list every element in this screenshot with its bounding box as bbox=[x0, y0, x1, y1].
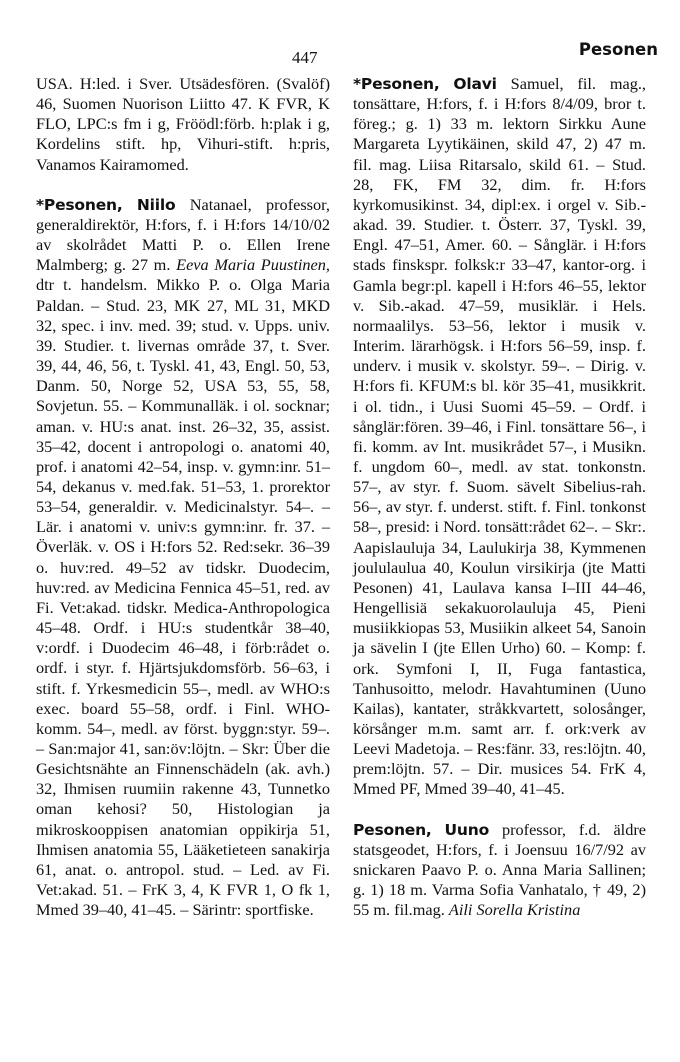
entry-text: dtr t. handelsm. Mikko P. o. Olga Maria Paldan. – Stud. 23, MK 27, ML 31, MKD 32, spec. i inv. med. 39; stud. v. Upps. univ. 39. Studier. t. livernas område 37, t. Sver. 39, 44, 46, 56, t. Tyskl. 41, 43, Engl. 50, 53, Danm. 50, Norge 52, USA 53, 55, 58, Sovjetun. 55. – Kommunalläk. i ol. socknar; aman. v. HU:s anat. inst. 26–32, 35, assist. 35–42, docent i antropologi o. anatomi 40, prof. i anatomi 42–54, insp. v. gymn:inr. 51–54, dekanus v. med.fak. 51–53, 1. prorektor 53–54, generaldir. v. Medicinalstyr. 54–. – Lär. i anatomi v. univ:s gymn:inr. fr. 37. – Överläk. v. OS i H:fors 52. Red:sekr. 36–39 o. huv:red. 49–52 av tidskr. Duodecim, huv:red. av Medicina Fennica 45–51, red. av Fi. Vet:akad. tidskr. Medica-Anthropologica 45–48. Ordf. i HU:s studentkår 38–40, v:ordf. i Duodecim 46–48, i förb:rådet o. ordf. i styr. f. Hjärtsjukdomsförb. 56–63, i stift. f. Yrkesmedicin 55–, medl. av WHO:s exec. board 55–58, ordf. i Finl. WHO-komm. 54–, medl. av först. byggn:styr. 59–. – San:major 41, san:öv:löjtn. – Skr: Über die Gesichtsnähte an Finnenschädeln (ak. avh.) 32, Ihmisen ruumiin rakenne 43, Tunnetko oman kehosi? 50, Histologian ja mikroskooppisen anatomian oppikirja 51, Ihmisen anatomia 55, Lääketieteen sanakirja 61, anat. o. antropol. stud. – Led. av Fi. Vet:akad. 51. – FrK 3, 4, K FVR 1, O fk 1, Mmed 39–40, 41–45. – Särintr: sportfiske. bbox=[36, 275, 330, 920]
entry-first-name: Uuno bbox=[444, 820, 490, 839]
entry-first-name: Niilo bbox=[136, 195, 176, 214]
spouse-name: Aili Sorella Kristina bbox=[448, 900, 581, 920]
entry-continuation bbox=[36, 74, 330, 175]
entry-text: Samuel, fil. mag., tonsättare, H:fors, f. i H:fors 8/4/09, bror t. föreg.; g. 1) 33 m. lektorn Sirkku Aune Margareta Lyytikäinen, skild 47, 2) 47 m. fil. mag. Liisa Ritarsalo, skild 61. – Stud. 28, FK, FM 32, dim. fr. H:fors kyrkomusikinst. 34, dipl:ex. i orgel v. Sib.-akad. 39. Studier. t. Österr. 37, Tyskl. 39, Engl. 47–51, Amer. 60. – Sånglär. i H:fors stads finskspr. folksk:r 33–47, kantor-org. i Gamla begr:pl. kapell i H:fors 46–55, lektor v. Sib.-akad. 47–59, musiklär. i Hels. normaalilys. 53–56, lektor i musik v. Interim. lärarhögsk. i H:fors 56–59, insp. f. underv. i musik v. skolstyr. 59–. – Dirig. v. H:fors fi. KFUM:s bl. kör 35–41, musikkrit. i ol. tidn., i Uusi Suomi 45–59. – Ordf. i sånglär:fören. 39–46, i Finl. tonsättare 56–, i fi. komm. av Int. musikrådet 57–, i Musikn. f. ungdom 60–, medl. av stat. tonkonstn. 57–, av styr. f. Suom. sävelt Sibelius-rah. 56–, av styr. f. underst. stift. f. Finl. tonkonst 58–, presid: i Nord. tonsätt:rådet 62–. – Skr:. Aapislauluja 34, Laulukirja 38, Kymmenen joululaulua 40, Koulun virsikirja (jte Matti Pesonen) 41, Laulava kansa I–III 44–46, Hengellisiä sekakuorolauluja 45, Pieni musiikkiopas 53, Musiikin alkeet 54, Sanoin ja sävelin I (jte Ellen Urho) 60. – Komp: f. ork. Symfoni I, II, Fuga fantastica, Tanhusoitto, melodr. Havahtuminen (Uuno Kailas), kantater, stråkkvartett, solosånger, körsånger m.m. samt arr. f. ork:verk av Leevi Madetoja. – Res:fänr. 33, res:löjtn. 40, prem:löjtn. 57. – Dir. musices 54. FrK 4, Mmed PF, Mmed 39–40, 41–45. bbox=[353, 74, 646, 799]
spouse-name: Eeva Maria Puustinen, bbox=[176, 255, 330, 275]
entry-marker: * bbox=[353, 75, 361, 93]
entry-surname: Pesonen, bbox=[43, 195, 123, 214]
entry-surname: Pesonen, bbox=[353, 820, 432, 839]
entry-pesonen-niilo bbox=[36, 195, 330, 921]
left-column bbox=[36, 74, 330, 940]
page-number: 447 bbox=[292, 48, 318, 67]
entry-marker: * bbox=[36, 195, 44, 214]
right-column bbox=[353, 74, 646, 940]
running-head: Pesonen bbox=[578, 40, 658, 59]
entry-pesonen-olavi bbox=[353, 74, 646, 800]
entry-surname: Pesonen, bbox=[360, 75, 440, 93]
entry-text: professor, f.d. äldre statsgeodet, H:fors, f. i Joensuu 16/7/92 av snickaren Paavo P. o. Anna Maria Sallinen; g. 1) 18 m. Varma Sofia Vanhatalo, † 49, 2) 55 m. fil.mag. bbox=[353, 819, 646, 920]
entry-pesonen-uuno bbox=[353, 820, 646, 921]
page-header bbox=[0, 38, 680, 68]
entry-text: Natanael, professor, generaldirektör, H:fors, f. i H:fors 14/10/02 av skolrådet Matti P. o. Ellen Irene Malmberg; g. 27 m. bbox=[36, 194, 330, 275]
entry-text: USA. H:led. i Sver. Utsädesfören. (Svalöf) 46, Suomen Nuorison Liitto 47. K FVR, K FLO, LPC:s fm i g, Fröödl:förb. h:plak i g, Kordelins stift. hp, Vihuri-stift. h:pris, Vanamos Kairamomed. bbox=[36, 74, 330, 174]
entry-first-name: Olavi bbox=[453, 75, 497, 93]
